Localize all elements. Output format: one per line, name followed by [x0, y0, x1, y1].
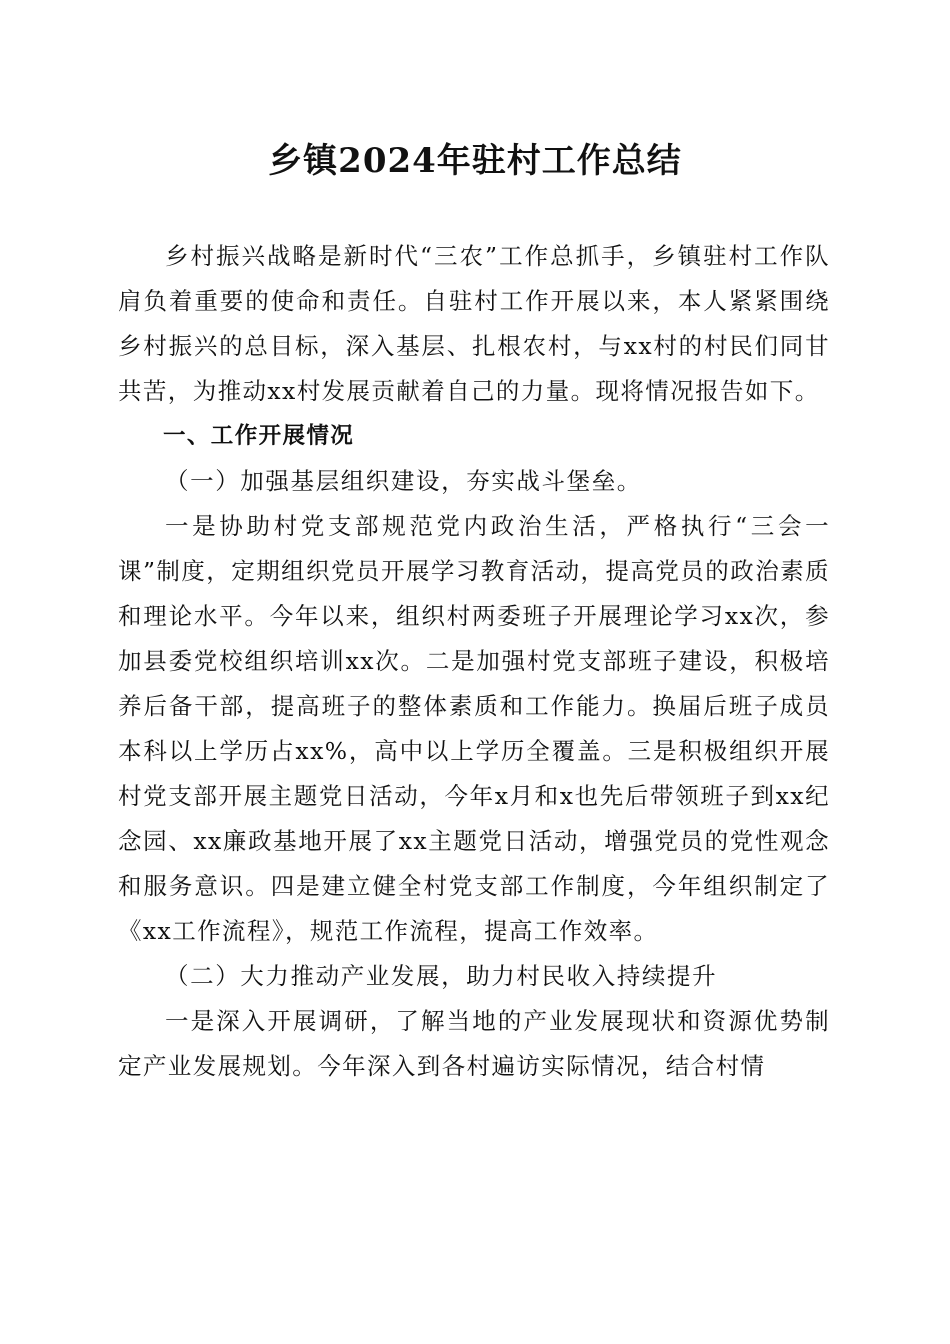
subsection-heading-organization: （一）加强基层组织建设，夯实战斗堡垒。: [165, 467, 642, 495]
industry-paragraph: 一是深入开展调研，了解当地的产业发展现状和资源优势制定产业发展规划。今年深入到各村遍访实际情况，结合村情: [118, 1007, 830, 1080]
intro-paragraph: 乡村振兴战略是新时代“三农”工作总抓手，乡镇驻村工作队肩负着重要的使命和责任。自驻村工作开展以来，本人紧紧围绕乡村振兴的总目标，深入基层、扎根农村，与xx村的村民们同甘共苦，为推动xx村发展贡献着自己的力量。现将情况报告如下。: [118, 242, 830, 405]
section-heading-work-status: 一、工作开展情况: [163, 423, 355, 449]
document-title: 乡镇2024年驻村工作总结: [268, 141, 682, 181]
subsection-heading-industry: （二）大力推动产业发展，助力村民收入持续提升: [165, 962, 718, 990]
document-body: [118, 234, 830, 1089]
organization-paragraph: 一是协助村党支部规范党内政治生活，严格执行“三会一课”制度，定期组织党员开展学习教育活动，提高党员的政治素质和理论水平。今年以来，组织村两委班子开展理论学习xx次，参加县委党校组织培训xx次。二是加强村党支部班子建设，积极培养后备干部，提高班子的整体素质和工作能力。换届后班子成员本科以上学历占xx%，高中以上学历全覆盖。三是积极组织开展村党支部开展主题党日活动，今年x月和x也先后带领班子到xx纪念园、xx廉政基地开展了xx主题党日活动，增强党员的党性观念和服务意识。四是建立健全村党支部工作制度，今年组织制定了《xx工作流程》，规范工作流程，提高工作效率。: [118, 512, 830, 945]
